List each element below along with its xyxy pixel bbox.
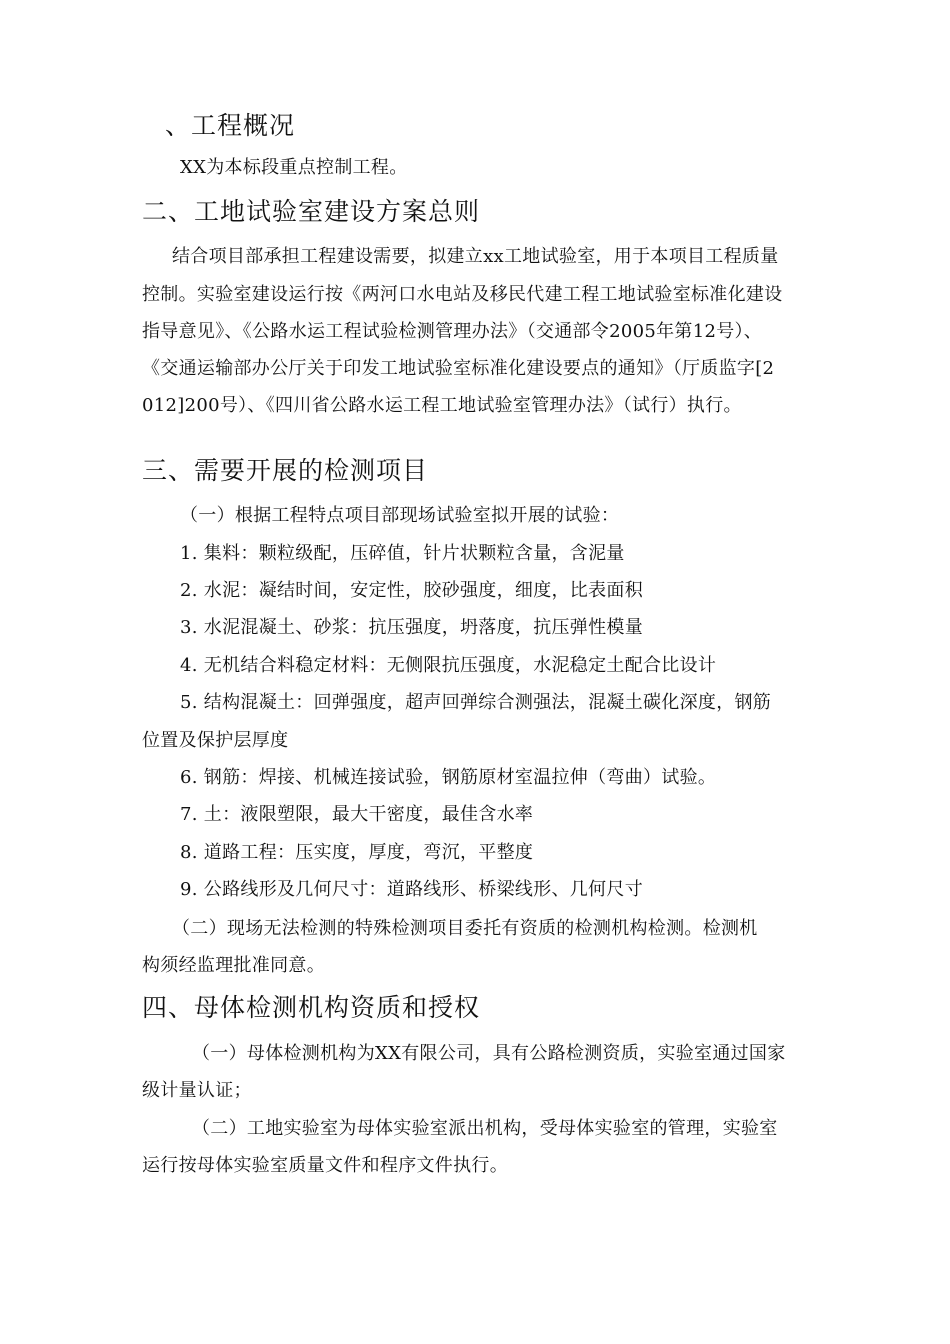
paragraph-line: 结合项目部承担工程建设需要，拟建立xx工地试验室，用于本项目工程质量 (172, 246, 779, 267)
list-item: 6. 钢筋：焊接、机械连接试验，钢筋原材室温拉伸（弯曲）试验。 (180, 767, 717, 788)
section-heading-lab-principles: 二、工地试验室建设方案总则 (142, 197, 481, 226)
paragraph-line: 012]200号）、《四川省公路水运工程工地试验室管理办法》（试行）执行。 (142, 395, 742, 416)
list-item: 3. 水泥混凝土、砂浆：抗压强度，坍落度，抗压弹性模量 (180, 617, 643, 638)
section-heading-parent-lab: 四、母体检测机构资质和授权 (142, 993, 481, 1022)
section-heading-project-overview: 、工程概况 (165, 111, 296, 140)
subsection-paragraph-line: 构须经监理批准同意。 (142, 955, 325, 976)
paragraph-line: 运行按母体实验室质量文件和程序文件执行。 (142, 1155, 508, 1176)
subsection-paragraph-line: （二）现场无法检测的特殊检测项目委托有资质的检测机构检测。检测机 (172, 918, 758, 939)
list-item: 7. 土：液限塑限，最大干密度，最佳含水率 (180, 804, 534, 825)
paragraph-line: 《交通运输部办公厅关于印发工地试验室标准化建设要点的通知》（厅质监字[2 (142, 358, 775, 379)
subsection-title: （一）根据工程特点项目部现场试验室拟开展的试验： (180, 505, 620, 526)
list-item: 4. 无机结合料稳定材料：无侧限抗压强度，水泥稳定土配合比设计 (180, 655, 717, 676)
section-heading-test-items: 三、需要开展的检测项目 (142, 456, 429, 485)
paragraph-line: （二）工地实验室为母体实验室派出机构，受母体实验室的管理，实验室 (192, 1118, 778, 1139)
list-item: 5. 结构混凝土：回弹强度，超声回弹综合测强法，混凝土碳化深度，钢筋 (180, 692, 772, 713)
paragraph-line: 级计量认证； (142, 1080, 252, 1101)
paragraph-line: 控制。实验室建设运行按《两河口水电站及移民代建工程工地试验室标准化建设 (142, 284, 783, 305)
list-item: 9. 公路线形及几何尺寸：道路线形、桥梁线形、几何尺寸 (180, 879, 643, 900)
section-body-text: XX为本标段重点控制工程。 (180, 157, 408, 178)
list-item: 8. 道路工程：压实度，厚度，弯沉，平整度 (180, 842, 534, 863)
paragraph-line: （一）母体检测机构为XX有限公司，具有公路检测资质，实验室通过国家 (192, 1043, 786, 1064)
list-item: 1. 集料：颗粒级配，压碎值，针片状颗粒含量，含泥量 (180, 543, 625, 564)
list-item-continuation: 位置及保护层厚度 (142, 730, 289, 751)
paragraph-line: 指导意见》、《公路水运工程试验检测管理办法》（交通部令2005年第12号）、 (142, 321, 763, 342)
list-item: 2. 水泥：凝结时间，安定性，胶砂强度，细度，比表面积 (180, 580, 643, 601)
